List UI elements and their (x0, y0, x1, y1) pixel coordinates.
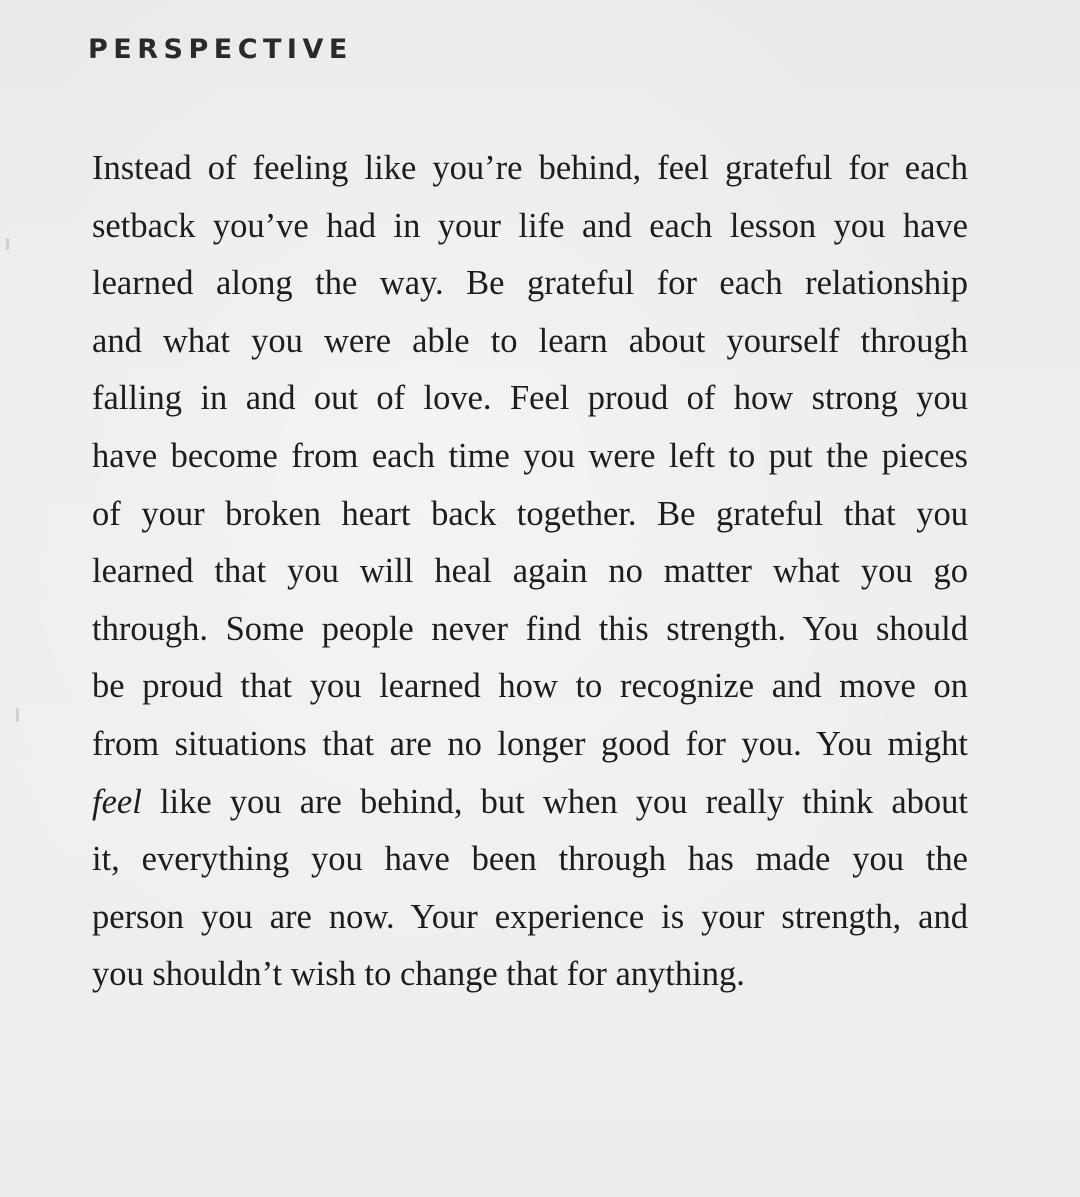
paragraph-line: learned that you will heal again no matter what you go (92, 552, 968, 591)
paragraph-line: falling in and out of love. Feel proud of how strong you (92, 379, 968, 418)
paragraph-line: through. Some people never find this strength. You should (92, 609, 968, 648)
italic-emphasis: feel (92, 782, 142, 821)
paragraph-line: setback you’ve had in your life and each lesson you have (92, 206, 968, 245)
section-title: PERSPECTIVE (88, 34, 353, 65)
paragraph-line: be proud that you learned how to recognize and move on (92, 667, 968, 706)
paragraph-line (92, 774, 968, 832)
paragraph-line: and what you were able to learn about yourself through (92, 321, 968, 360)
paragraph-line-rest: like you are behind, but when you really think about (141, 782, 968, 821)
body-paragraph (92, 140, 968, 1004)
paragraph-line: it, everything you have been through has made you the (92, 840, 968, 879)
page-edge-mark (6, 238, 9, 250)
paragraph-line: from situations that are no longer good for you. You might (92, 724, 968, 763)
paragraph-line: Instead of feeling like you’re behind, feel grateful for each (92, 149, 968, 187)
paragraph-line: you shouldn’t wish to change that for anything. (92, 955, 745, 994)
paragraph-line: person you are now. Your experience is your strength, and (92, 897, 968, 936)
paragraph-line: learned along the way. Be grateful for each relationship (92, 264, 968, 303)
page-edge-mark (16, 708, 19, 722)
paragraph-line: have become from each time you were left to put the pieces (92, 436, 968, 475)
paragraph-line: of your broken heart back together. Be grateful that you (92, 494, 968, 533)
